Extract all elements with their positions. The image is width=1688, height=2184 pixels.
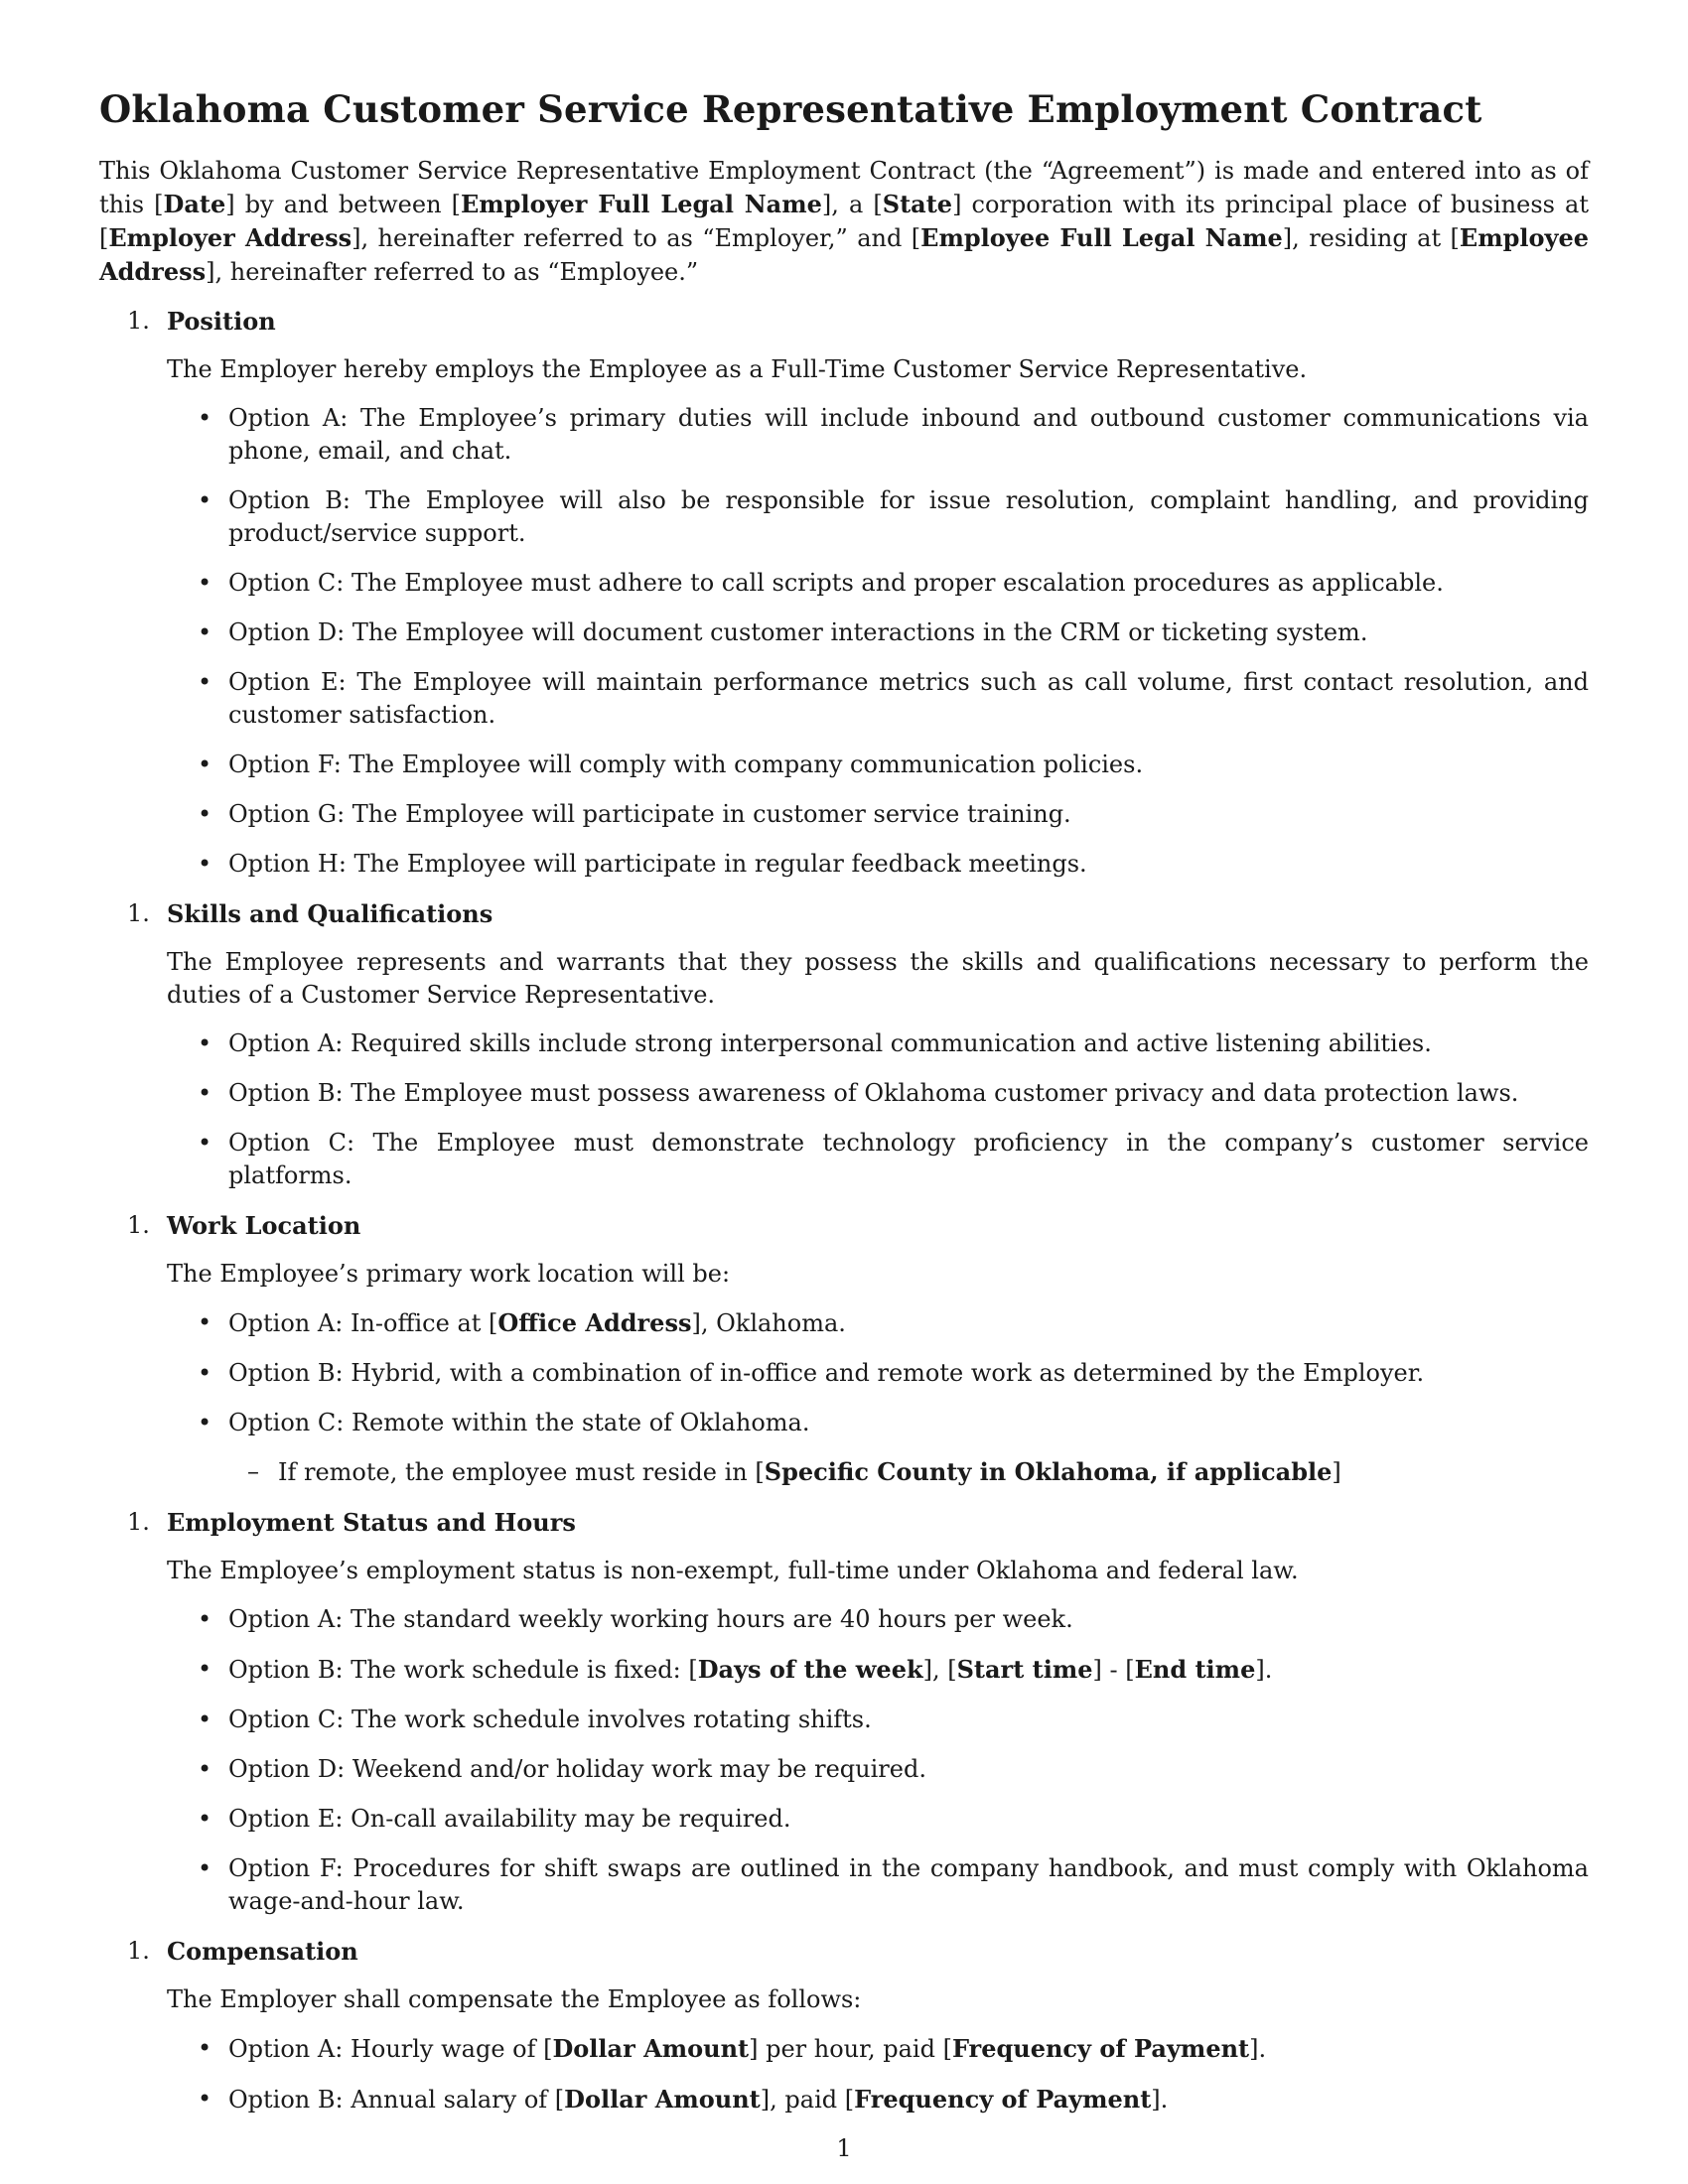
section-heading: 1. Position	[127, 307, 276, 336]
page-number: 1	[836, 2134, 852, 2162]
section-heading: 1. Skills and Qualifications	[127, 899, 493, 928]
list-item: • Option E: The Employee will maintain performance metrics such as call volume, first contact resolution, and customer satisfaction.	[198, 668, 1589, 729]
section-heading: 1. Work Location	[127, 1211, 361, 1240]
section-heading: 1. Compensation	[127, 1937, 358, 1966]
section-skills	[99, 897, 1589, 1192]
list-item: • Option C: The Employee must demonstrate technology proficiency in the company’s customer service platforms.	[198, 1129, 1589, 1189]
list-item: • Option B: The Employee will also be responsible for issue resolution, complaint handling, and providing product/service support.	[198, 486, 1589, 547]
list-item: • Option F: Procedures for shift swaps are outlined in the company handbook, and must comply with Oklahoma wage-and-hour law.	[198, 1854, 1589, 1915]
list-item: • Option B: Hybrid, with a combination of in-office and remote work as determined by the Employer.	[198, 1359, 1425, 1387]
section-text: The Employer hereby employs the Employee as a Full-Time Customer Service Representative.	[167, 355, 1308, 383]
list-item: • Option F: The Employee will comply with company communication policies.	[198, 751, 1144, 778]
document-page	[99, 87, 1589, 2133]
document-title: Oklahoma Customer Service Representative Employment Contract	[99, 87, 1482, 131]
section-position	[99, 305, 1589, 881]
list-item: • Option B: Annual salary of [Dollar Amount], paid [Frequency of Payment].	[198, 2085, 1169, 2114]
sub-list	[228, 1455, 1589, 1489]
list-item: • Option A: Required skills include strong interpersonal communication and active listening abilities.	[198, 1029, 1432, 1057]
list-item: • Option B: The work schedule is fixed: [Days of the week], [Start time] - [End time].	[198, 1655, 1273, 1684]
section-work-location	[99, 1209, 1589, 1489]
section-employment-status	[99, 1506, 1589, 1918]
option-list	[167, 1603, 1589, 1918]
list-item: • Option C: The work schedule involves rotating shifts.	[198, 1706, 872, 1733]
section-text: The Employee’s employment status is non-exempt, full-time under Oklahoma and federal law.	[167, 1557, 1299, 1584]
list-item: • Option C: The Employee must adhere to call scripts and proper escalation procedures as applicable.	[198, 569, 1444, 597]
list-item: • Option E: On-call availability may be required.	[198, 1805, 791, 1833]
list-item: • Option A: The Employee’s primary duties will include inbound and outbound customer communications via phone, email, and chat.	[198, 404, 1589, 465]
list-item: • Option H: The Employee will participate in regular feedback meetings.	[198, 850, 1087, 878]
list-item: • Option D: The Employee will document customer interactions in the CRM or ticketing system.	[198, 618, 1368, 646]
section-compensation	[99, 1935, 1589, 2116]
sub-list-item: – If remote, the employee must reside in [Specific County in Oklahoma, if applicable]	[247, 1457, 1341, 1486]
list-item: • Option C: Remote within the state of Oklahoma. – If remote, the employee must reside in [Specific County in Oklahoma, if applicable]	[167, 1407, 1589, 1489]
intro-paragraph: This Oklahoma Customer Service Representative Employment Contract (the “Agreement”) is made and entered into as of this [Date] by and between [Employer Full Legal Name], a [State] corporation with its principal place of business at [Employer Address], hereinafter referred to as “Employer,” and [Employee Full Legal Name], residing at [Employee Address], hereinafter referred to as “Employee.”	[99, 157, 1590, 286]
section-heading: 1. Employment Status and Hours	[127, 1508, 576, 1537]
list-item: • Option G: The Employee will participate in customer service training.	[198, 800, 1071, 828]
option-list	[167, 2032, 1589, 2116]
option-list	[167, 1027, 1589, 1192]
section-text: The Employer shall compensate the Employee as follows:	[167, 1985, 862, 2013]
list-item: • Option A: The standard weekly working hours are 40 hours per week.	[198, 1605, 1073, 1633]
list-item: • Option A: In-office at [Office Address], Oklahoma.	[198, 1308, 846, 1337]
list-item: • Option A: Hourly wage of [Dollar Amount] per hour, paid [Frequency of Payment].	[198, 2034, 1267, 2063]
option-list	[167, 402, 1589, 881]
list-item: • Option B: The Employee must possess awareness of Oklahoma customer privacy and data protection laws.	[198, 1079, 1519, 1107]
option-list	[167, 1306, 1589, 1489]
list-item: • Option D: Weekend and/or holiday work may be required.	[198, 1755, 926, 1783]
section-text: The Employee’s primary work location will be:	[167, 1260, 731, 1288]
section-text: The Employee represents and warrants that they possess the skills and qualifications necessary to perform the duties of a Customer Service Representative.	[167, 948, 1589, 1009]
